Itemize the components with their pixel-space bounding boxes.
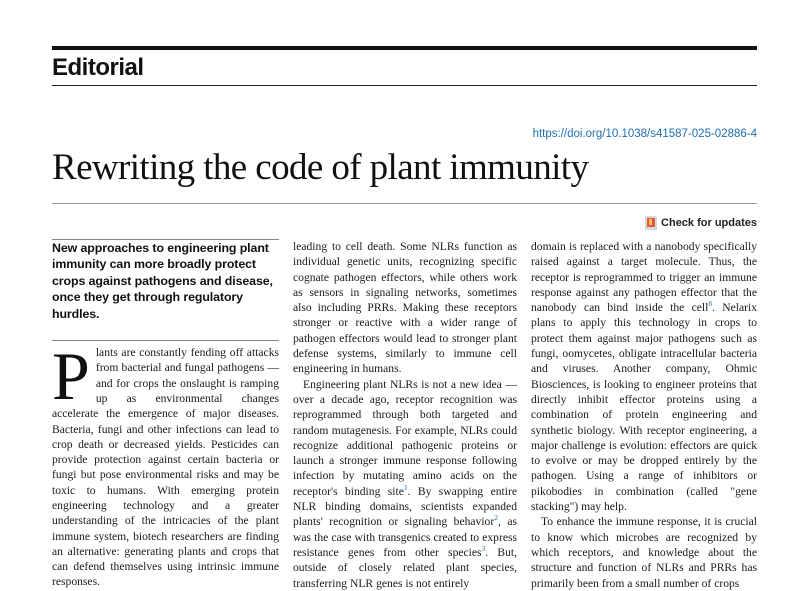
standfirst: New approaches to engineering plant immunity can more broadly protect crops against pathogens and disease, once they get through regulatory hurdles. bbox=[52, 241, 273, 321]
col2-text-a: Engineering plant NLRs is not a new idea — over a decade ago, receptor recognition was reprogrammed through both targeted and random mutagenesis. For example, NLRs could recognize additional pathogenic proteins or launch a stronger immune response following infection by mutating amino acids on the receptor's binding site bbox=[293, 377, 517, 498]
col3-text-a: domain is replaced with a nanobody specifically raised against a target molecule. Thus, the receptor is reprogrammed to trigger an immune response against any pathogen effector that the nanobody can bind inside the cell bbox=[531, 240, 757, 315]
col2-paragraph-2 bbox=[293, 377, 517, 591]
citation-link[interactable]: 8 bbox=[708, 299, 713, 309]
column-1 bbox=[52, 239, 279, 590]
col3-paragraph-2: To enhance the immune response, it is crucial to know which microbes are recognized by which receptors, and knowledge about the structure and function of NLRs and PRRs has primarily been from a small number of crops bbox=[531, 515, 757, 590]
col3-paragraph-1 bbox=[531, 239, 757, 514]
section-label: Editorial bbox=[52, 54, 144, 81]
article-title: Rewriting the code of plant immunity bbox=[52, 147, 589, 188]
intro-text: lants are constantly fending off attacks from bacterial and fungal pathogens — and for crops the onslaught is ramping up as environmental changes accelerate the emergence of major diseases. Bacteria, fungi and other infections can lead to crop death or decreased yields. Pesticides can provide protection against certain bacteria or fungi but pose environmental risks and may be toxic to humans. With emerging protein engineering technology and a greater understanding of the intricacies of the plant immune system, biotech researchers are finding an alternative: generating plants and crops that can defend themselves using intrinsic immune responses. bbox=[52, 346, 279, 589]
drop-cap: P bbox=[52, 338, 90, 415]
col2-text-b: . By swapping entire NLR binding domains, scientists expanded plants' recognition or signaling behavior bbox=[293, 484, 517, 529]
col3-text-b: . Nelarix plans to apply this technology in crops to protect them against major pathogens such as fungi, oomycetes, obligate intracellular bacteria and viruses. Another company, Ohmic Biosciences, is looking to engineer proteins that directly inhibit effector proteins using a combination of protein engineering and synthetic biology. With receptor engineering, a major challenge is evolution: effectors are quick to evolve or may be dropped entirely by the pathogen. Using a range of inhibitors or pikobodies in combination (called "gene stacking") may help. bbox=[531, 301, 758, 514]
doi-link[interactable]: https://doi.org/10.1038/s41587-025-02886-4 bbox=[532, 128, 757, 140]
column-3 bbox=[531, 239, 757, 591]
col2-text-c: , as was the case with transgenics created to express resistance genes from other species bbox=[293, 515, 517, 559]
citation-link[interactable]: 2 bbox=[494, 513, 498, 523]
col2-text-d: . But, outside of closely related plant species, transferring NLR genes is not entirely bbox=[293, 545, 517, 590]
citation-link[interactable]: 1 bbox=[403, 482, 408, 492]
check-for-updates-button[interactable] bbox=[645, 216, 757, 230]
bookmark-icon bbox=[645, 216, 657, 230]
intro-paragraph bbox=[52, 338, 279, 590]
header-divider bbox=[52, 85, 757, 86]
check-for-updates-label: Check for updates bbox=[661, 217, 757, 229]
title-divider bbox=[52, 203, 757, 204]
column-2 bbox=[293, 239, 517, 591]
col2-paragraph-1: leading to cell death. Some NLRs function as individual genetic units, recognizing specific cognate pathogen effectors, while others work as sensors in signaling networks, sometimes also including PRRs. Making these receptors stronger or reactive with a wider range of pathogen effectors would lead to stronger plant defense systems, similarly to immune cell engineering in humans. bbox=[293, 240, 517, 376]
citation-link[interactable]: 3 bbox=[481, 544, 486, 554]
header-top-bar bbox=[52, 46, 757, 50]
